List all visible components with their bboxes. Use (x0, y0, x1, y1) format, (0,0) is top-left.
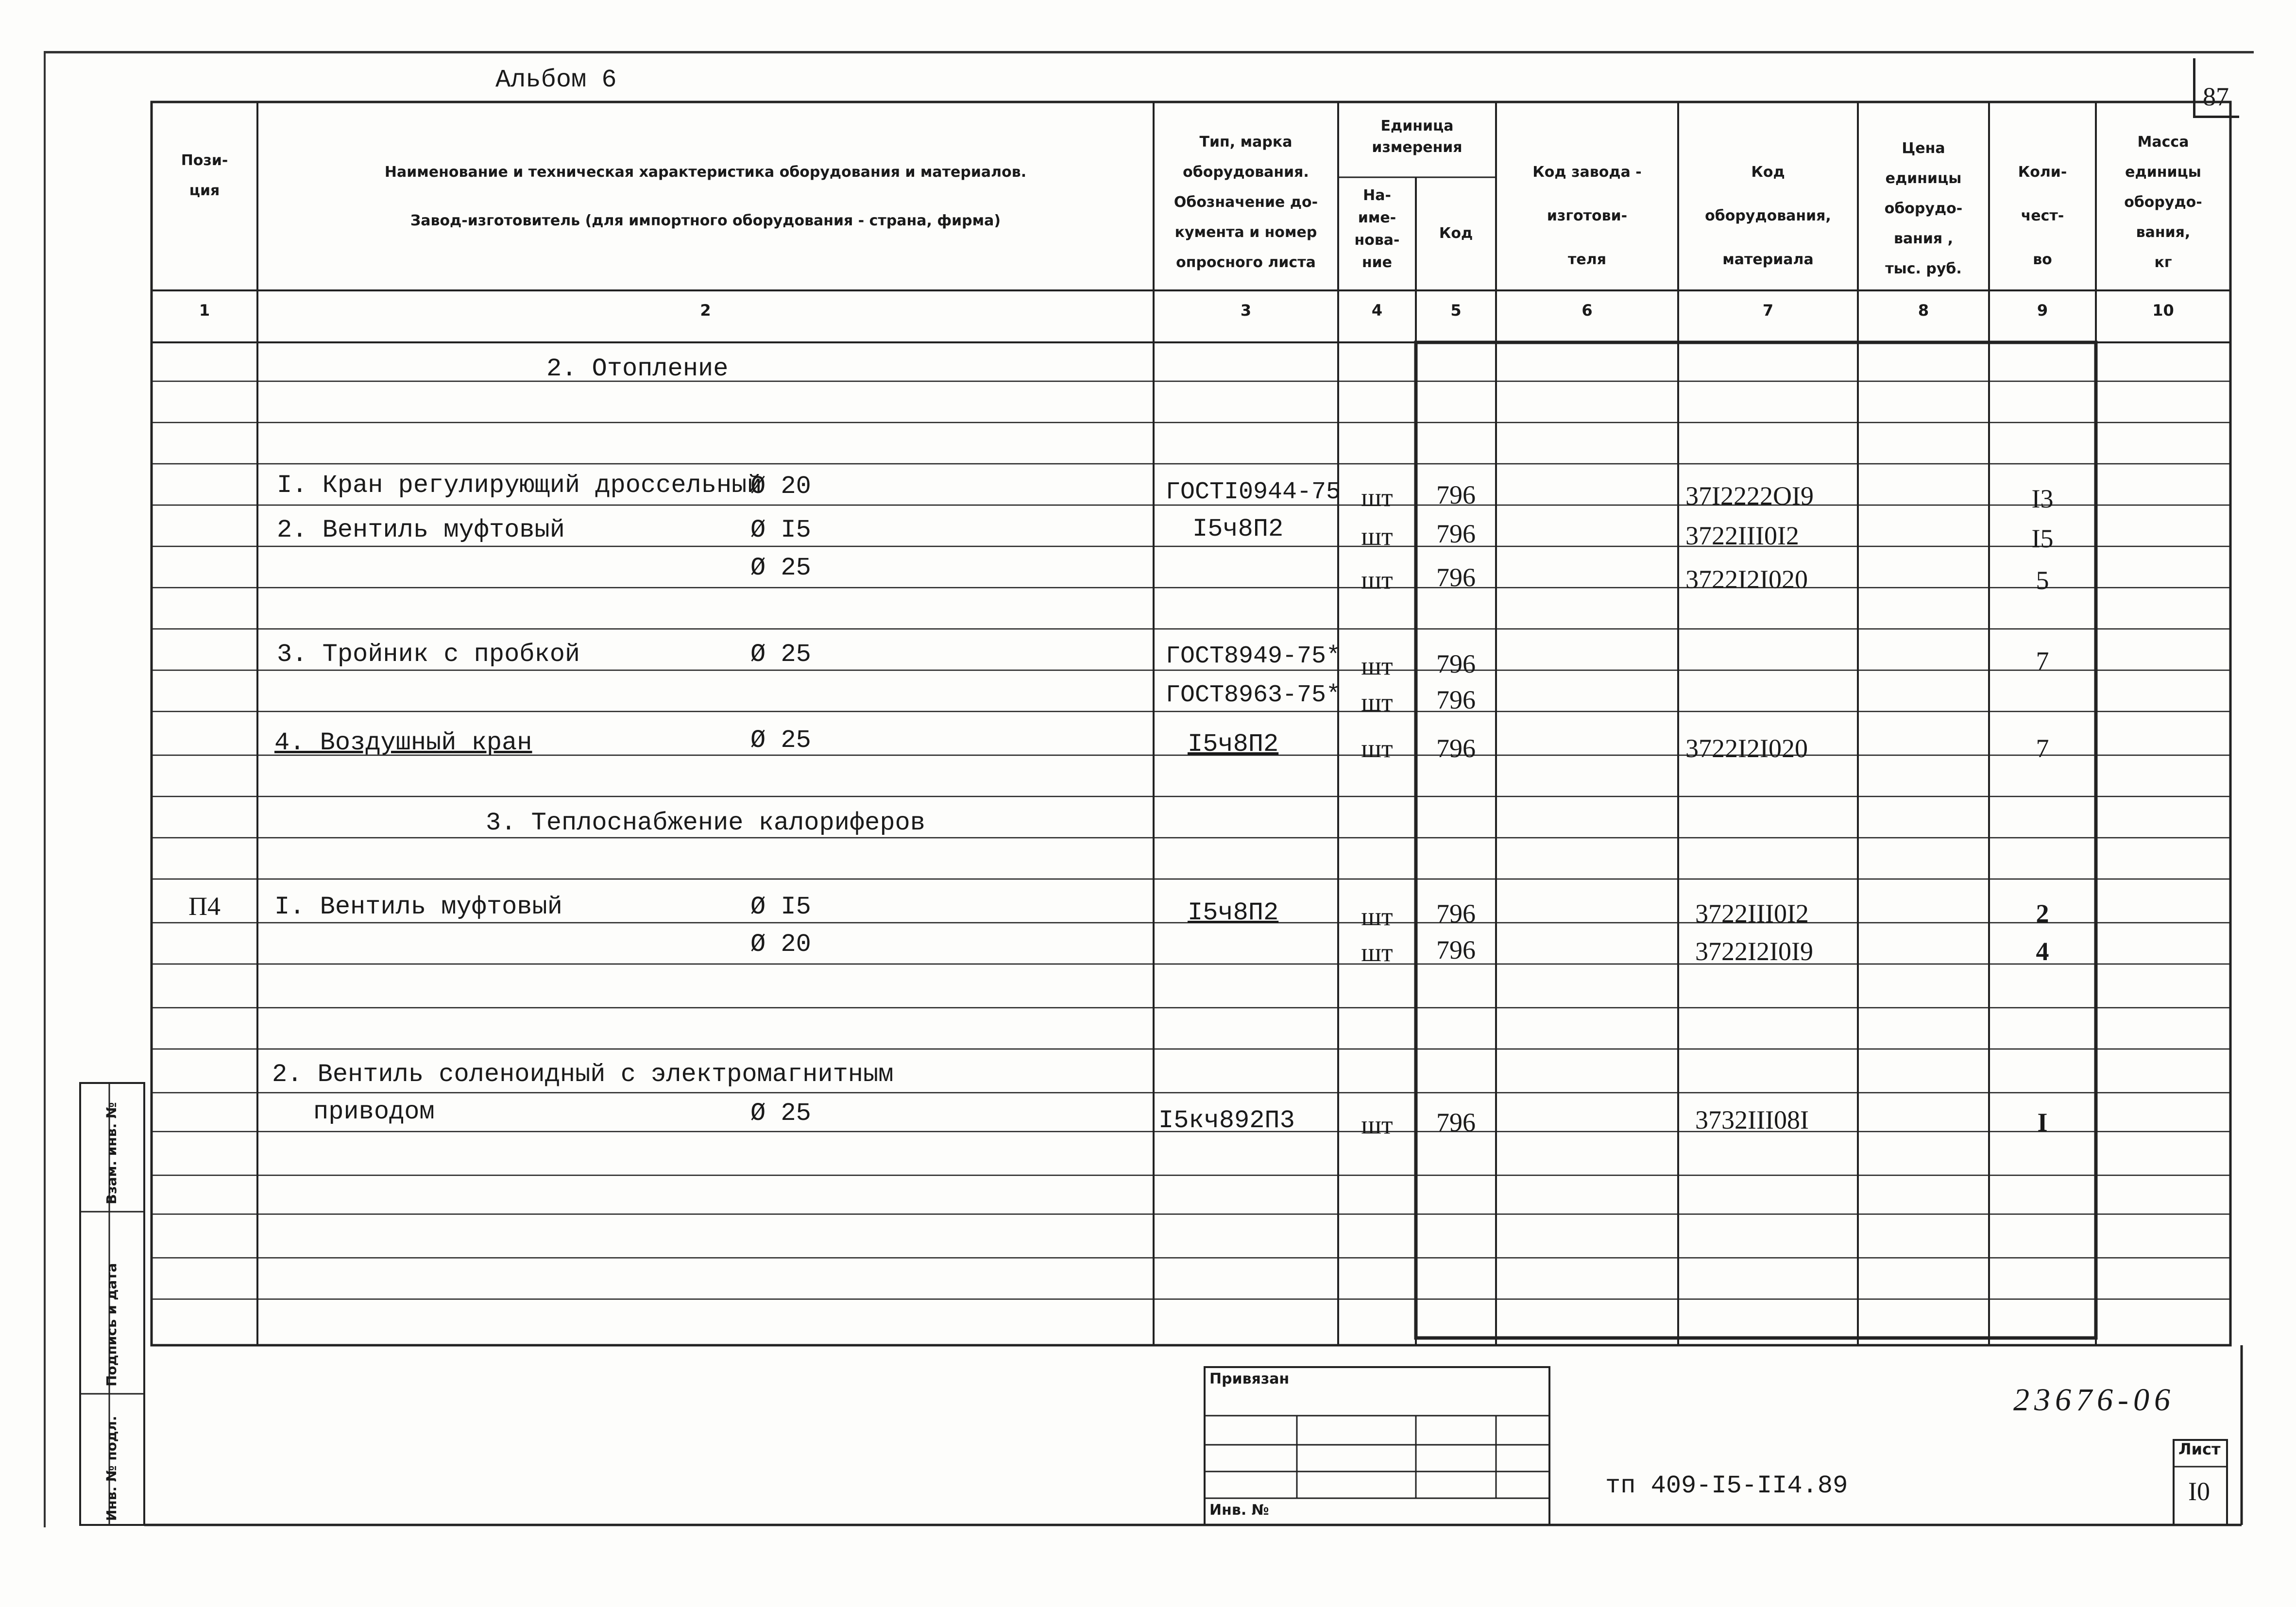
row-name: 2. Вентиль муфтовый (277, 516, 565, 544)
row-size: Ø 25 (750, 726, 811, 755)
row-quantity: 7 (2036, 646, 2049, 676)
row-quantity: I (2037, 1108, 2048, 1137)
header-col-unit-code: Код (1439, 225, 1473, 242)
col-number-5: 5 (1450, 301, 1462, 320)
row-material-code: 3722I2I020 (1685, 565, 1808, 594)
row-name: 4. Воздушный кран (274, 728, 532, 757)
col-number-4: 4 (1371, 301, 1383, 320)
row-size: Ø 25 (750, 1099, 811, 1128)
row-unit-code: 796 (1436, 480, 1476, 509)
row-material-code: 37I2222OI9 (1685, 481, 1814, 510)
section-heading-heat-supply: 3. Теплоснабжение калориферов (486, 809, 925, 837)
row-unit: шт (1361, 522, 1393, 551)
header-col-price: Цена единицы оборудо- вания , тыс. руб. (1884, 140, 1963, 277)
side-label-inventory: Инв. № подл. (103, 1416, 119, 1521)
col-number-6: 6 (1582, 301, 1593, 320)
header-col-material-code: Код оборудования, материала (1705, 164, 1831, 268)
col-number-8: 8 (1918, 301, 1929, 320)
handwritten-code: 23676-06 (2013, 1382, 2175, 1418)
header-col-name: Наименование и техническая характеристика оборудования и материалов. Завод-изготовитель (для импортного оборудования - страна, фирма) (384, 164, 1027, 229)
header-col-unit-name: На- име- нова- ние (1354, 187, 1400, 271)
row-material-code: 3722I2I0I9 (1695, 937, 1813, 966)
row-unit: шт (1361, 565, 1393, 594)
header-col-quantity: Коли- чест- во (2018, 164, 2067, 268)
row-unit: шт (1361, 938, 1393, 967)
row-size: Ø I5 (750, 516, 811, 544)
row-material-code: 3722III0I2 (1685, 521, 1799, 550)
row-size: Ø 20 (750, 930, 811, 959)
row-quantity: 7 (2036, 734, 2049, 763)
stamp-inv-label: Инв. № (1209, 1502, 1269, 1519)
row-material-code: 3732III08I (1695, 1105, 1809, 1134)
row-material-code: 3722I2I020 (1685, 734, 1808, 763)
header-col-mass: Масса единицы оборудо- вания, кг (2124, 134, 2202, 271)
row-unit: шт (1361, 688, 1393, 717)
row-type: I5ч8П2 (1192, 515, 1284, 543)
col-number-9: 9 (2037, 301, 2048, 320)
row-unit: шт (1361, 651, 1393, 680)
row-type: ГОСТI0944-75 (1166, 478, 1341, 506)
row-name: I. Кран регулирующий дроссельный (277, 471, 762, 500)
row-unit: шт (1361, 902, 1393, 931)
row-size: Ø 20 (750, 472, 811, 501)
row-type: I5ч8П2 (1188, 898, 1279, 927)
row-unit: шт (1361, 483, 1393, 512)
row-name: приводом (313, 1098, 435, 1126)
row-quantity: 5 (2036, 566, 2049, 595)
row-quantity: 4 (2036, 937, 2049, 966)
row-material-code: 3722III0I2 (1695, 899, 1809, 928)
sheet-label: Лист (2178, 1440, 2221, 1458)
row-unit: шт (1361, 1110, 1393, 1139)
row-type: ГОСТ8963-75* (1166, 681, 1341, 709)
document-code: тп 409-I5-II4.89 (1605, 1472, 1848, 1500)
row-quantity: I5 (2031, 524, 2054, 553)
row-unit-code: 796 (1436, 899, 1476, 928)
col-number-10: 10 (2152, 301, 2174, 320)
col-number-1: 1 (199, 301, 210, 320)
side-label-replacement: Взам. инв. № (103, 1102, 119, 1204)
header-col-type: Тип, марка оборудования. Обозначение до- кумента и номер опросного листа (1174, 134, 1318, 271)
row-size: Ø I5 (750, 893, 811, 921)
row-unit: шт (1361, 734, 1393, 763)
side-label-signature: Подпись и дата (103, 1263, 119, 1387)
row-size: Ø 25 (750, 640, 811, 669)
row-unit-code: 796 (1436, 1108, 1476, 1137)
row-type: I5ч8П2 (1188, 730, 1279, 759)
header-col-factory-code: Код завода - изготови- теля (1532, 164, 1642, 268)
row-type: I5кч892П3 (1158, 1106, 1295, 1135)
col-number-7: 7 (1762, 301, 1774, 320)
row-unit-code: 796 (1436, 734, 1476, 763)
section-heading-heating: 2. Отопление (546, 355, 729, 383)
row-type: ГОСТ8949-75* (1166, 643, 1341, 670)
header-unit-group: Единица измерения (1372, 118, 1463, 156)
col-number-2: 2 (700, 301, 711, 320)
row-unit-code: 796 (1436, 935, 1476, 964)
stamp-privyazan-label: Привязан (1209, 1370, 1290, 1387)
page-number: 87 (2203, 82, 2229, 111)
row-size: Ø 25 (750, 554, 811, 582)
row-unit-code: 796 (1436, 563, 1476, 592)
col-number-3: 3 (1240, 301, 1252, 320)
album-label: Альбом 6 (495, 66, 617, 94)
row-name: 2. Вентиль соленоидный с электромагнитным (272, 1060, 894, 1089)
header-col-position: Пози- ция (181, 152, 228, 199)
row-position: П4 (188, 892, 221, 921)
sheet-number: I0 (2188, 1477, 2210, 1506)
row-unit-code: 796 (1436, 685, 1476, 714)
row-unit-code: 796 (1436, 649, 1476, 678)
row-quantity: I3 (2031, 484, 2054, 513)
row-name: 3. Тройник с пробкой (277, 640, 580, 669)
row-quantity: 2 (2036, 899, 2049, 928)
row-unit-code: 796 (1436, 519, 1476, 548)
row-name: I. Вентиль муфтовый (274, 893, 562, 921)
